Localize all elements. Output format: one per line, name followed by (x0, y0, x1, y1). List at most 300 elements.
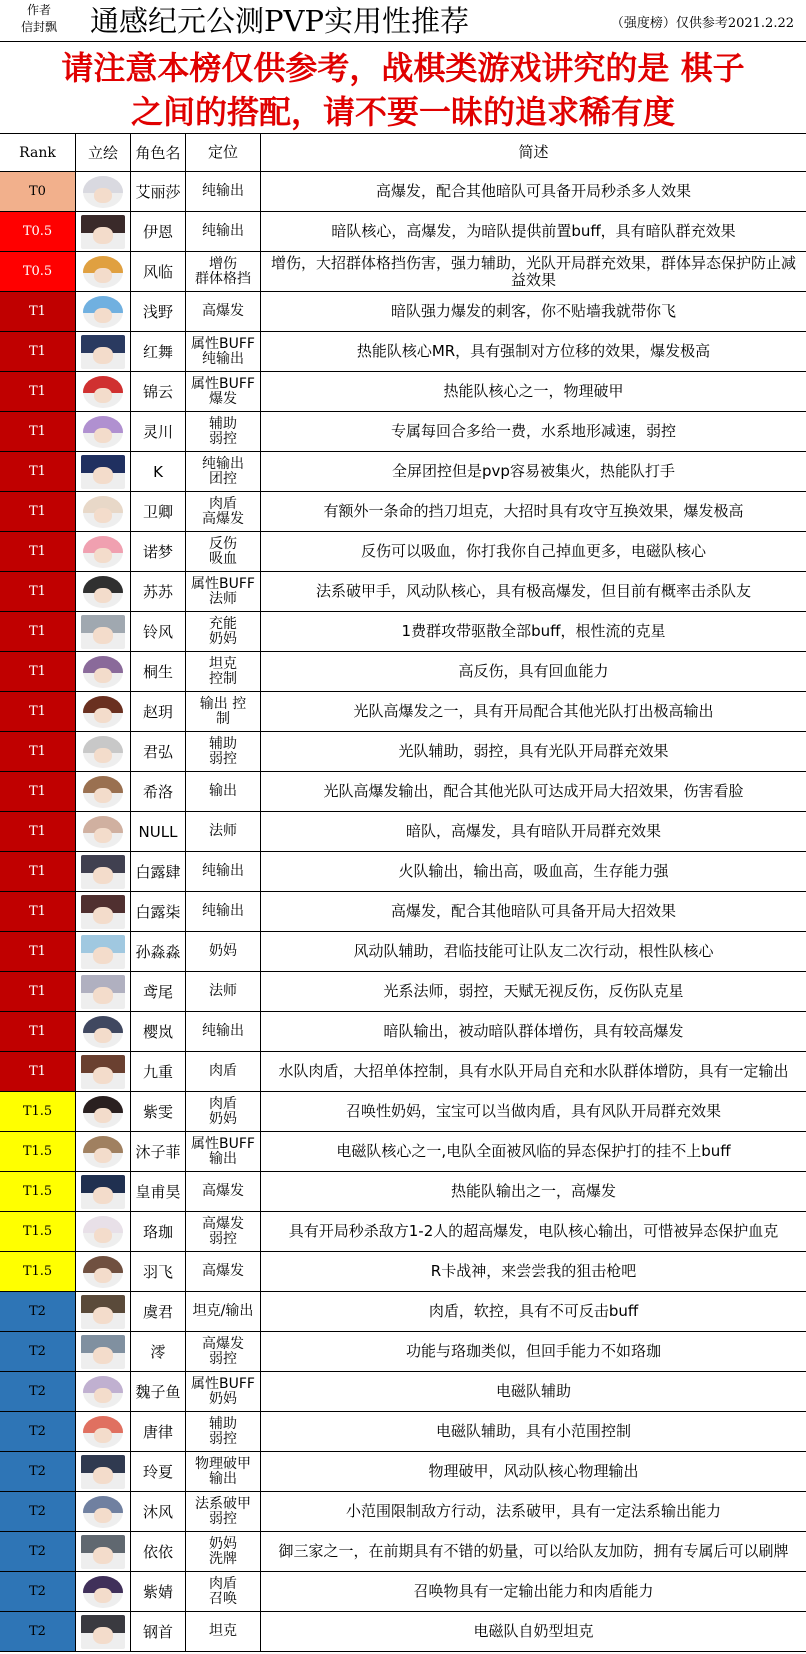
portrait-cell (76, 692, 131, 731)
description-cell: 小范围限制敌方行动，法系破甲，具有一定法系输出能力 (345, 1502, 721, 1520)
character-name-cell: 玲夏 (131, 1452, 186, 1491)
role-cell (186, 372, 261, 411)
description-cell: 有额外一条命的挡刀坦克，大招时具有攻守互换效果，爆发极高 (323, 502, 744, 520)
table-row (0, 932, 806, 972)
table-row (0, 1332, 806, 1372)
role-line-2: 洗牌 (209, 1550, 237, 1567)
role-line-1: 法师 (209, 823, 237, 839)
character-portrait (83, 256, 123, 288)
rank-cell: T1 (0, 1052, 76, 1091)
table-row (0, 1172, 806, 1212)
role-line-2: 奶妈 (209, 1390, 237, 1407)
character-portrait (83, 1096, 123, 1128)
role-cell (186, 1252, 261, 1291)
character-portrait (81, 855, 125, 889)
description-cell: 风动队辅助，君临技能可让队友二次行动，根性队核心 (353, 942, 714, 960)
portrait-cell (76, 1012, 131, 1051)
role-cell (186, 1132, 261, 1171)
table-row (0, 292, 806, 332)
character-portrait (83, 416, 123, 448)
role-line-1: 属性BUFF (191, 1135, 255, 1152)
role-cell (186, 692, 261, 731)
role-line-1: 物理破甲 (195, 1455, 251, 1472)
character-portrait (83, 1496, 123, 1528)
reference-note: （强度榜）仅供参考2021.2.22 (610, 16, 794, 31)
character-name-cell: 锦云 (131, 372, 186, 411)
portrait-cell (76, 1212, 131, 1251)
character-portrait (83, 1136, 123, 1168)
role-line-2: 弱控 (209, 430, 237, 447)
description-cell: 热能队输出之一，高爆发 (450, 1182, 616, 1200)
rank-cell: T2 (0, 1492, 76, 1531)
rank-cell: T2 (0, 1372, 76, 1411)
rank-cell: T1 (0, 852, 76, 891)
role-cell (186, 1092, 261, 1131)
role-line-1: 纯输出 (202, 223, 244, 239)
character-name-cell: 苏苏 (131, 572, 186, 611)
description-cell: 暗队，高爆发，具有暗队开局群充效果 (405, 822, 661, 840)
role-line-1: 肉盾 (209, 1095, 237, 1112)
role-line-1: 输出 (209, 783, 237, 799)
portrait-cell (76, 612, 131, 651)
character-portrait (83, 1216, 123, 1248)
character-name-cell: 九重 (131, 1052, 186, 1091)
rank-cell: T1 (0, 772, 76, 811)
rank-cell: T2 (0, 1292, 76, 1331)
character-portrait (83, 816, 123, 848)
role-line-2: 法师 (209, 590, 237, 607)
role-line-2: 奶妈 (209, 630, 237, 647)
role-line-2: 输出 (209, 1150, 237, 1167)
description-cell: 电磁队自奶型坦克 (473, 1622, 594, 1640)
character-portrait (83, 1576, 123, 1608)
character-name-cell: 唐律 (131, 1412, 186, 1451)
role-line-1: 奶妈 (209, 943, 237, 959)
character-portrait (83, 656, 123, 688)
character-portrait (81, 335, 125, 369)
role-line-1: 法系破甲 (195, 1495, 251, 1512)
role-cell (186, 212, 261, 251)
table-row (0, 772, 806, 812)
rank-cell: T1.5 (0, 1132, 76, 1171)
character-portrait (83, 696, 123, 728)
role-line-2: 吸血 (209, 550, 237, 567)
rank-cell: T1 (0, 412, 76, 451)
rank-cell: T1 (0, 372, 76, 411)
table-row (0, 1092, 806, 1132)
role-line-1: 充能 (209, 615, 237, 632)
role-line-2: 输出 (209, 1470, 237, 1487)
character-portrait (83, 776, 123, 808)
rank-cell: T2 (0, 1532, 76, 1571)
table-row (0, 1452, 806, 1492)
role-line-1: 纯输出 (202, 903, 244, 919)
rank-cell: T2 (0, 1332, 76, 1371)
description-cell: 光系法师，弱控，天赋无视反伤，反伤队克星 (383, 982, 684, 1000)
portrait-cell (76, 1292, 131, 1331)
portrait-cell (76, 972, 131, 1011)
character-portrait (81, 895, 125, 929)
description-cell: 法系破甲手，风动队核心，具有极高爆发，但目前有概率击杀队友 (315, 582, 751, 600)
rank-cell: T0 (0, 172, 76, 211)
role-line-1: 输出 控 (199, 695, 247, 712)
description-cell: 高爆发，配合其他暗队可具备开局大招效果 (390, 902, 676, 920)
role-line-1: 高爆发 (202, 303, 244, 319)
role-line-1: 纯输出 (202, 455, 244, 472)
character-portrait (83, 576, 123, 608)
table-row (0, 732, 806, 772)
character-name-cell: 风临 (131, 252, 186, 291)
portrait-cell (76, 852, 131, 891)
role-cell (186, 1532, 261, 1571)
character-name-cell: 诺梦 (131, 532, 186, 571)
character-name-cell: 沐子菲 (131, 1132, 186, 1171)
rank-cell: T1 (0, 732, 76, 771)
rank-cell: T0.5 (0, 212, 76, 251)
role-line-1: 高爆发 (202, 1215, 244, 1232)
table-row (0, 1572, 806, 1612)
table-row (0, 572, 806, 612)
table-row (0, 1612, 806, 1652)
rank-cell: T1 (0, 572, 76, 611)
description-cell: 光队高爆发之一，具有开局配合其他光队打出极高输出 (353, 702, 714, 720)
table-row (0, 692, 806, 732)
character-name-cell: 紫雯 (131, 1092, 186, 1131)
role-line-1: 辅助 (209, 415, 237, 432)
portrait-cell (76, 1052, 131, 1091)
character-portrait (81, 215, 125, 249)
role-line-1: 法师 (209, 983, 237, 999)
character-name-cell: 澪 (131, 1332, 186, 1371)
character-portrait (81, 1535, 125, 1569)
description-cell: 火队输出，输出高，吸血高，生存能力强 (398, 862, 669, 880)
description-cell: 肉盾，软控，具有不可反击buff (428, 1302, 639, 1320)
character-portrait (83, 736, 123, 768)
description-cell: 暗队强力爆发的刺客，你不贴墙我就带你飞 (390, 302, 676, 320)
character-name-cell: 白露肆 (131, 852, 186, 891)
portrait-cell (76, 1412, 131, 1451)
rank-cell: T1 (0, 812, 76, 851)
table-row (0, 492, 806, 532)
table-row (0, 532, 806, 572)
role-line-1: 辅助 (209, 735, 237, 752)
character-name-cell: 卫卿 (131, 492, 186, 531)
character-name-cell: NULL (131, 812, 186, 851)
portrait-cell (76, 1492, 131, 1531)
notice-line-2: 之间的搭配，请不要一昧的追求稀有度 (130, 93, 675, 131)
character-portrait (83, 536, 123, 568)
rank-cell: T1 (0, 452, 76, 491)
portrait-cell (76, 532, 131, 571)
character-name-cell: 伊恩 (131, 212, 186, 251)
character-name-cell: 赵玥 (131, 692, 186, 731)
role-line-1: 高爆发 (202, 1183, 244, 1199)
character-portrait (81, 455, 125, 489)
portrait-cell (76, 1092, 131, 1131)
rank-cell: T1.5 (0, 1252, 76, 1291)
role-line-2: 群体格挡 (195, 270, 251, 287)
character-portrait (81, 1055, 125, 1089)
role-cell (186, 1572, 261, 1611)
character-name-cell: 魏子鱼 (131, 1372, 186, 1411)
role-line-2: 弱控 (209, 1510, 237, 1527)
character-portrait (83, 1256, 123, 1288)
author-label: 作者 (26, 3, 51, 17)
role-cell (186, 492, 261, 531)
role-line-1: 属性BUFF (191, 1375, 255, 1392)
role-cell (186, 412, 261, 451)
role-cell (186, 972, 261, 1011)
role-line-1: 肉盾 (209, 495, 237, 512)
table-row (0, 1532, 806, 1572)
table-row (0, 892, 806, 932)
role-line-2: 团控 (209, 470, 237, 487)
table-row (0, 452, 806, 492)
portrait-cell (76, 452, 131, 491)
character-portrait (83, 1016, 123, 1048)
role-cell (186, 1612, 261, 1651)
character-name-cell: 铃风 (131, 612, 186, 651)
character-portrait (81, 935, 125, 969)
role-cell (186, 1452, 261, 1491)
character-name-cell: 羽飞 (131, 1252, 186, 1291)
role-line-2: 召唤 (209, 1590, 237, 1607)
rank-cell: T1.5 (0, 1172, 76, 1211)
role-cell (186, 332, 261, 371)
portrait-cell (76, 172, 131, 211)
description-cell: 专属每回合多给一费，水系地形减速，弱控 (390, 422, 676, 440)
portrait-cell (76, 1452, 131, 1491)
portrait-cell (76, 252, 131, 291)
role-line-1: 肉盾 (209, 1575, 237, 1592)
header-row (0, 0, 806, 42)
character-name-cell: 依依 (131, 1532, 186, 1571)
description-cell: 功能与珞珈类似，但回手能力不如珞珈 (405, 1342, 661, 1360)
table-row (0, 372, 806, 412)
role-cell (186, 1332, 261, 1371)
description-cell: 御三家之一，在前期具有不错的奶量，可以给队友加防，拥有专属后可以刷牌 (278, 1542, 789, 1560)
character-name-cell: 白露柒 (131, 892, 186, 931)
rank-cell: T1 (0, 692, 76, 731)
character-name-cell: 沐风 (131, 1492, 186, 1531)
portrait-cell (76, 1172, 131, 1211)
description-cell: 召唤物具有一定输出能力和肉盾能力 (413, 1582, 654, 1600)
description-cell: 全屏团控但是pvp容易被集火，热能队打手 (392, 462, 675, 480)
role-line-1: 高爆发 (202, 1335, 244, 1352)
column-header-description: 简述 (518, 143, 549, 161)
role-cell (186, 1292, 261, 1331)
rank-cell: T1.5 (0, 1092, 76, 1131)
description-cell: 热能队核心之一，物理破甲 (443, 382, 624, 400)
rank-cell: T0.5 (0, 252, 76, 291)
description-cell: 热能队核心MR，具有强制对方位移的效果，爆发极高 (356, 342, 711, 360)
portrait-cell (76, 812, 131, 851)
role-line-2: 高爆发 (202, 510, 244, 527)
character-portrait (81, 615, 125, 649)
role-line-1: 高爆发 (202, 1263, 244, 1279)
portrait-cell (76, 932, 131, 971)
description-cell: 暗队输出，被动暗队群体增伤，具有较高爆发 (383, 1022, 684, 1040)
character-portrait (83, 296, 123, 328)
role-line-1: 辅助 (209, 1415, 237, 1432)
character-portrait (81, 1295, 125, 1329)
table-row (0, 1252, 806, 1292)
rank-cell: T1 (0, 1012, 76, 1051)
character-name-cell: 紫婧 (131, 1572, 186, 1611)
character-name-cell: 艾丽莎 (131, 172, 186, 211)
column-header-name: 角色名 (131, 134, 186, 171)
portrait-cell (76, 1612, 131, 1651)
character-portrait (81, 1615, 125, 1649)
table-row (0, 1052, 806, 1092)
rank-cell: T1 (0, 492, 76, 531)
character-name-cell: 鸢尾 (131, 972, 186, 1011)
role-line-1: 属性BUFF (191, 575, 255, 592)
description-cell: R卡战神，来尝尝我的狙击枪吧 (430, 1262, 637, 1280)
rank-cell: T2 (0, 1452, 76, 1491)
description-cell: 电磁队核心之一,电队全面被风临的异态保护打的挂不上buff (336, 1142, 731, 1160)
portrait-cell (76, 732, 131, 771)
portrait-cell (76, 332, 131, 371)
description-cell: 反伤可以吸血，你打我你自己掉血更多，电磁队核心 (360, 542, 706, 560)
description-cell: 具有开局秒杀敌方1-2人的超高爆发，电队核心输出，可惜被异态保护血克 (288, 1222, 779, 1240)
table-row (0, 1012, 806, 1052)
table-row (0, 212, 806, 252)
role-line-2: 弱控 (209, 1430, 237, 1447)
table-row (0, 412, 806, 452)
table-row (0, 1212, 806, 1252)
character-name-cell: 希洛 (131, 772, 186, 811)
character-portrait (81, 1175, 125, 1209)
character-name-cell: K (131, 452, 186, 491)
role-line-2: 制 (216, 710, 230, 727)
table-header-row (0, 134, 806, 172)
table-row (0, 812, 806, 852)
column-header-role: 定位 (186, 134, 261, 171)
role-cell (186, 1052, 261, 1091)
character-name-cell: 孙淼淼 (131, 932, 186, 971)
role-cell (186, 892, 261, 931)
portrait-cell (76, 292, 131, 331)
role-cell (186, 1412, 261, 1451)
table-row (0, 332, 806, 372)
portrait-cell (76, 772, 131, 811)
character-portrait (81, 1335, 125, 1369)
character-name-cell: 君弘 (131, 732, 186, 771)
table-row (0, 652, 806, 692)
role-cell (186, 772, 261, 811)
notice-line-1: 请注意本榜仅供参考，战棋类游戏讲究的是 棋子 (61, 49, 745, 87)
portrait-cell (76, 1532, 131, 1571)
rank-cell: T2 (0, 1412, 76, 1451)
table-row (0, 252, 806, 292)
role-line-2: 纯输出 (202, 350, 244, 367)
role-line-1: 反伤 (209, 535, 237, 552)
role-line-2: 爆发 (209, 390, 237, 407)
description-cell: 电磁队辅助 (495, 1382, 571, 1400)
character-name-cell: 虞君 (131, 1292, 186, 1331)
character-portrait (83, 176, 123, 208)
portrait-cell (76, 212, 131, 251)
role-line-1: 肉盾 (209, 1063, 237, 1079)
role-cell (186, 1492, 261, 1531)
rank-cell: T1 (0, 332, 76, 371)
role-cell (186, 252, 261, 291)
rank-cell: T1 (0, 932, 76, 971)
rank-cell: T1 (0, 892, 76, 931)
role-cell (186, 172, 261, 211)
portrait-cell (76, 1332, 131, 1371)
portrait-cell (76, 892, 131, 931)
role-line-1: 属性BUFF (191, 335, 255, 352)
role-line-2: 奶妈 (209, 1110, 237, 1127)
character-name-cell: 珞珈 (131, 1212, 186, 1251)
rank-cell: T2 (0, 1572, 76, 1611)
character-name-cell: 钢首 (131, 1612, 186, 1651)
rank-cell: T1 (0, 292, 76, 331)
table-row (0, 1132, 806, 1172)
portrait-cell (76, 412, 131, 451)
portrait-cell (76, 1132, 131, 1171)
table-row (0, 1292, 806, 1332)
table-row (0, 1492, 806, 1532)
table-row (0, 852, 806, 892)
description-cell: 暗队核心，高爆发，为暗队提供前置buff，具有暗队群充效果 (331, 222, 736, 240)
character-portrait (83, 376, 123, 408)
column-header-rank: Rank (0, 134, 76, 171)
character-portrait (83, 1376, 123, 1408)
table-row (0, 172, 806, 212)
portrait-cell (76, 1252, 131, 1291)
character-name-cell: 红舞 (131, 332, 186, 371)
role-cell (186, 652, 261, 691)
description-cell: 召唤性奶妈，宝宝可以当做肉盾，具有风队开局群充效果 (345, 1102, 721, 1120)
description-cell: 增伤，大招群体格挡伤害，强力辅助，光队开局群充效果，群体异态保护防止减益效果 (270, 253, 796, 289)
role-line-1: 坦克 (209, 1623, 237, 1639)
role-line-1: 增伤 (209, 255, 237, 272)
table-row (0, 1372, 806, 1412)
role-cell (186, 1372, 261, 1411)
description-cell: 物理破甲，风动队核心物理输出 (428, 1462, 639, 1480)
description-cell: 1费群攻带驱散全部buff，根性流的克星 (401, 622, 666, 640)
role-line-1: 纯输出 (202, 863, 244, 879)
role-line-1: 属性BUFF (191, 375, 255, 392)
character-name-cell: 皇甫昊 (131, 1172, 186, 1211)
description-cell: 高反伤，具有回血能力 (458, 662, 609, 680)
portrait-cell (76, 1572, 131, 1611)
description-cell: 光队辅助，弱控，具有光队开局群充效果 (398, 742, 669, 760)
warning-notice (0, 42, 806, 134)
portrait-cell (76, 372, 131, 411)
role-line-1: 坦克/输出 (192, 1303, 254, 1319)
character-portrait (81, 975, 125, 1009)
role-line-1: 纯输出 (202, 1023, 244, 1039)
description-cell: 电磁队辅助，具有小范围控制 (435, 1422, 631, 1440)
role-cell (186, 852, 261, 891)
table-row (0, 972, 806, 1012)
character-portrait (83, 496, 123, 528)
character-portrait (83, 1416, 123, 1448)
rank-cell: T1 (0, 652, 76, 691)
rank-cell: T1.5 (0, 1212, 76, 1251)
role-line-2: 控制 (209, 670, 237, 687)
author-name: 信封飘 (20, 20, 57, 34)
role-cell (186, 812, 261, 851)
role-line-2: 弱控 (209, 1350, 237, 1367)
role-line-2: 弱控 (209, 750, 237, 767)
role-line-1: 奶妈 (209, 1535, 237, 1552)
character-name-cell: 桐生 (131, 652, 186, 691)
